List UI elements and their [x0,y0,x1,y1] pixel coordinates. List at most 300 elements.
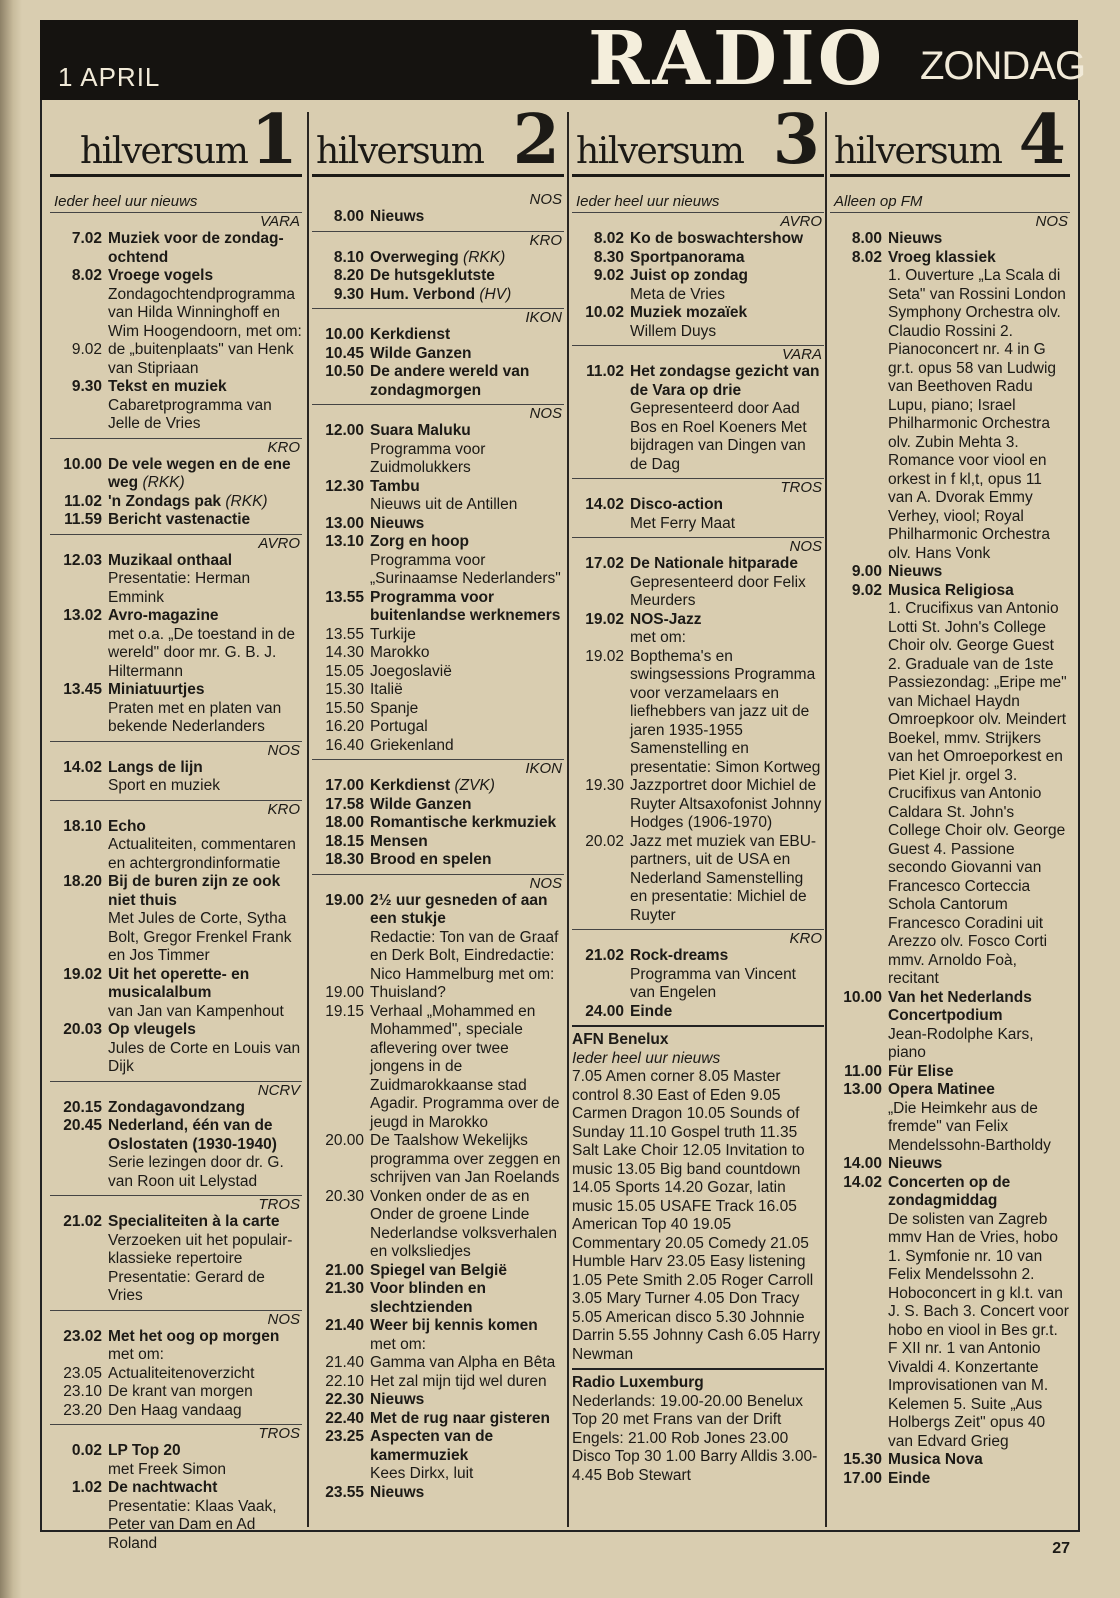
foreign-station-schedule: Nederlands: 19.00-20.00 Benelux Top 20 met Frans van der Drift Engels: 21.00 Rob Jones 23.00 Disco Top 30 1.00 Barry Alldis 3.00-4.45 Bob Stewart [572,1392,818,1484]
program-row [312,1188,564,1262]
program-body [888,249,1070,564]
program-description: De krant van morgen [108,1383,253,1400]
program-body [108,1117,302,1191]
program-description: Meta de Vries [630,285,726,303]
program-body [630,267,824,304]
program-row [312,851,564,870]
program-row [312,1410,564,1429]
broadcaster-label: TROS [572,478,824,496]
program-description: van Jan van Kampenhout [108,1002,284,1020]
program-description: Cabaretprogramma van Jelle de Vries [108,396,272,432]
program-time: 17.00 [325,777,364,794]
program-time: 19.02 [585,647,624,665]
station-number: 3 [772,100,820,180]
program-description: Met Ferry Maat [630,514,736,532]
program-body [108,759,302,796]
program-time: 15.30 [325,681,364,698]
foreign-station-schedule: 7.05 Amen corner 8.05 Master control 8.30 East of Eden 9.05 Carmen Dragon 10.05 Sounds of Sunday 11.10 Gospel truth 11.35 Salt Lake Choir 12.05 Invitation to music 13.05 Big band countdown 14.05 Sports 14.20 Gozar, latin music 15.05 USAFE Track 16.05 American Top 40 19.05 Commentary 20.05 Comedy 21.05 Humble Harv 23.05 Easy listening 1.05 Pete Smith 2.05 Roger Carroll 3.05 Mary Turner 4.05 Don Tracy 5.05 American disco 5.30 Johnnie Darrin 5.55 Johnny Cash 6.05 Harry Newman [572,1068,821,1363]
broadcaster-label: IKON [312,759,564,777]
program-title: Hum. Verbond [370,285,476,303]
program-row [572,947,824,1003]
program-time: 9.00 [851,563,882,580]
program-description: Willem Duys [630,322,717,340]
program-row [830,1081,1070,1155]
program-time: 20.45 [63,1117,102,1134]
program-title: Muziek voor de zondag-ochtend [108,230,284,266]
program-row [312,515,564,534]
page-number: 27 [1052,1540,1070,1557]
program-row [572,833,824,926]
program-title: Für Elise [888,1062,954,1080]
program-body [108,681,302,737]
program-row [50,493,302,512]
program-time: 9.30 [333,285,364,303]
program-body [888,1451,1070,1470]
program-body [370,1410,564,1429]
program-row [830,563,1070,582]
program-title: Programma voor buitenlandse werknemers [370,588,561,624]
program-row [50,267,302,341]
program-title: Spiegel van België [370,1261,507,1279]
program-time: 21.02 [585,947,624,964]
broadcaster-block [50,741,302,796]
program-row [50,759,302,796]
program-title: De vele wegen en de ene weg [108,455,291,491]
broadcaster-label: NOS [312,404,564,422]
program-row [572,249,824,268]
program-description: Portugal [370,718,428,735]
program-description: Met Jules de Corte, Sytha Bolt, Gregor Frenkel Frank en Jos Timmer [108,910,292,964]
broadcaster-label: NCRV [50,1081,302,1099]
program-row [830,989,1070,1063]
program-time: 14.02 [63,758,102,776]
broadcaster-label: NOS [529,191,562,208]
program-body [630,947,824,1003]
program-body [630,1003,824,1022]
program-time: 19.02 [585,610,624,628]
program-time: 19.02 [63,965,102,983]
program-description: Den Haag vandaag [108,1401,242,1419]
program-body [108,1328,302,1365]
program-title: Specialiteiten à la carte [108,1213,280,1230]
program-row [312,1132,564,1188]
program-body [370,814,564,833]
program-title: Wilde Ganzen [370,344,472,362]
program-row [572,496,824,533]
program-title: Nieuws [370,514,425,532]
program-body [370,737,564,756]
program-row [312,533,564,589]
program-body [370,1317,564,1354]
program-body [370,851,564,870]
program-time: 8.02 [71,267,102,284]
program-body [370,1354,564,1373]
program-time: 19.15 [325,1002,364,1020]
program-body [888,582,1070,989]
program-time: 17.00 [843,1469,882,1487]
program-body [630,249,824,268]
program-title: Kerkdienst [370,326,451,343]
broadcaster-block [572,345,824,474]
program-description: Redactie: Ton van de Graaf en Derk Bolt, Eindredactie: Nico Hammelburg met om: [370,928,559,983]
program-description: Presentatie: Herman Emmink [108,570,251,606]
program-description: Programma voor Zuidmolukkers [370,440,486,476]
program-row [572,363,824,474]
broadcaster-label: VARA [259,213,300,230]
program-time: 13.00 [843,1081,882,1098]
program-row [312,718,564,737]
program-time: 21.02 [63,1213,102,1230]
program-description: met om: [630,629,686,646]
program-body [108,1442,302,1479]
program-description: Kees Dirkx, luit [370,1465,474,1482]
program-time: 7.02 [71,230,102,247]
program-body [888,1063,1070,1082]
program-body [370,267,564,286]
program-time: 18.30 [325,851,364,868]
program-row [312,984,564,1003]
program-title: Muziek mozaïek [630,304,748,321]
program-description: Nieuws uit de Antillen [370,496,518,513]
program-body [370,515,564,534]
program-description: Italië [370,681,403,698]
program-row [50,873,302,966]
program-body [108,966,302,1022]
program-title: Rock-dreams [630,947,729,964]
program-body [108,511,302,530]
program-time: 23.55 [325,1483,364,1501]
program-body [370,833,564,852]
page-binding-edge [0,0,22,1598]
broadcaster-label: NOS [1035,213,1068,230]
column-hilversum-3 [572,102,824,1527]
program-body [630,230,824,249]
program-row [50,1213,302,1306]
program-body [370,1373,564,1392]
broadcaster-label: VARA [572,345,824,363]
program-time: 9.02 [71,341,102,358]
program-body [108,873,302,966]
broadcaster-label: TROS [50,1195,302,1213]
program-row [312,1280,564,1317]
program-time: 8.10 [333,248,364,266]
program-time: 21.40 [325,1317,364,1334]
broadcaster-label: AVRO [50,534,302,552]
program-body [888,563,1070,582]
program-description: Gepresenteerd door Felix Meurders [630,573,806,609]
foreign-station-title: Radio Luxemburg [572,1374,704,1391]
program-body [370,1428,564,1484]
program-description: Programma van Vincent van Engelen [630,965,796,1001]
program-body [370,1280,564,1317]
program-title: Tekst en muziek [108,378,227,395]
program-body [888,1174,1070,1452]
program-body [630,833,824,926]
program-row [312,1428,564,1484]
program-description: Marokko [370,644,430,661]
program-row [312,1391,564,1410]
program-time: 11.59 [64,511,102,528]
program-time: 8.00 [333,208,364,225]
program-row [50,1365,302,1384]
program-title: Tambu [370,477,420,495]
program-row [572,611,824,648]
program-description: met om: [108,1346,164,1363]
program-title: Met de rug naar gisteren [370,1409,551,1427]
program-description: Programma voor „Surinaamse Nederlanders" [370,551,561,587]
program-time: 9.02 [593,267,624,284]
broadcaster-block [312,404,564,755]
program-body [370,589,564,626]
program-time: 8.02 [851,248,882,266]
program-row [572,555,824,611]
program-row [50,607,302,681]
program-title: Voor blinden en slechtzienden [370,1280,486,1316]
program-row [312,1003,564,1133]
program-affiliation: (HV) [479,285,512,303]
broadcaster-label: KRO [50,800,302,818]
program-row [312,681,564,700]
program-time: 22.30 [325,1391,364,1408]
program-row [312,422,564,478]
program-time: 15.05 [325,662,364,680]
program-title: Brood en spelen [370,851,492,868]
program-title: Echo [108,817,146,835]
program-row [312,796,564,815]
broadcaster-block [312,874,564,1503]
program-time: 22.40 [325,1409,364,1427]
program-row [50,456,302,493]
program-row [50,378,302,434]
program-body [630,363,824,474]
program-body [370,1132,564,1188]
program-time: 19.00 [325,984,364,1001]
program-time: 19.00 [325,891,364,909]
program-row [830,1451,1070,1470]
program-row [312,208,564,227]
column-divider [825,112,827,1527]
program-body [370,681,564,700]
program-body [370,796,564,815]
broadcaster-block [830,213,1070,1488]
program-body [888,1081,1070,1155]
program-body [108,493,302,512]
program-description: Verhaal „Mohammed en Mohammed", speciale aflevering over twee jongens in de Zuidmarokkaanse stad Agadir. Programma over de jeugd in Marokko [370,1002,560,1131]
program-title: Ko de boswachtershow [630,230,804,247]
station-header [830,100,1070,180]
program-row [830,1155,1070,1174]
program-body [370,249,564,268]
program-title: De hutsgeklutste [370,267,495,284]
program-body [108,1383,302,1402]
program-row [312,589,564,626]
station-header [50,100,302,180]
program-description: Actualiteiten, commentaren en achtergrondinformatie [108,836,296,872]
broadcaster-label: KRO [50,438,302,456]
broadcaster-block [50,800,302,1077]
program-description: Jazz met muziek van EBU-partners, uit de USA en Nederland Samenstelling en presentatie: Michiel de Ruyter [630,832,817,924]
program-body [888,989,1070,1063]
program-time: 16.20 [325,718,364,735]
news-note: Ieder heel uur nieuws [572,191,824,213]
program-description: de „buitenplaats" van Henk van Stipriaan [108,341,294,377]
program-row [312,1484,564,1503]
broadcaster-block [50,438,302,530]
program-title: Disco-action [630,496,724,513]
broadcaster-label: NOS [50,1310,302,1328]
broadcaster-block [50,1195,302,1306]
program-body [370,533,564,589]
program-title: Nieuws [370,1391,425,1408]
program-title: Miniatuurtjes [108,681,205,698]
program-body [108,378,302,434]
program-time: 12.03 [63,551,102,569]
program-row [312,345,564,364]
program-body [370,363,564,400]
station-name: hilversum [316,131,484,172]
broadcaster-label: NOS [572,537,824,555]
program-body [370,1003,564,1133]
program-description: met om: [370,1335,426,1353]
program-title: Concerten op de zondagmiddag [888,1173,1011,1209]
program-title: Musica Religiosa [888,581,1014,599]
program-body [370,422,564,478]
program-row [312,737,564,756]
program-title: Opera Matinee [888,1081,995,1098]
program-title: NOS-Jazz [630,610,702,628]
program-body [370,1391,564,1410]
program-body [630,496,824,533]
program-body [370,345,564,364]
program-title: Langs de lijn [108,758,203,776]
program-row [312,814,564,833]
program-row [572,648,824,778]
station-number: 2 [512,100,560,180]
program-row [572,1003,824,1022]
program-description: Vonken onder de as en Onder de groene Linde Nederlandse volksverhalen en volksliedjes [370,1187,557,1260]
column-divider [307,112,309,1527]
column-hilversum-1 [50,100,302,1552]
program-title: Nieuws [888,563,943,580]
program-row [50,1021,302,1077]
program-description: Zondagochtendprogramma van Hilda Winninghoff en Wim Hoogendoorn, met om: [108,285,302,340]
program-body [370,700,564,719]
program-description: Thuisland? [370,984,446,1001]
program-time: 1.02 [71,1479,102,1496]
program-affiliation: (ZVK) [454,777,495,794]
program-body [108,456,302,493]
program-body [370,718,564,737]
header-day: ZONDAG [920,44,1086,88]
column-hilversum-2 [312,102,564,1527]
program-body [108,1402,302,1421]
program-body [630,555,824,611]
program-row [50,681,302,737]
program-body [370,208,564,227]
program-time: 24.00 [585,1002,624,1020]
foreign-station-note: Ieder heel uur nieuws [572,1049,721,1067]
program-description: Gepresenteerd door Aad Bos en Roel Koeners Met bijdragen van Dingen van de Dag [630,400,807,473]
program-body [888,230,1070,249]
program-title: Zondagavondzang [108,1098,245,1116]
program-time: 14.00 [843,1155,882,1172]
broadcaster-block [572,213,824,341]
program-time: 23.05 [63,1364,102,1382]
program-body [370,777,564,796]
program-time: 10.00 [325,326,364,343]
program-time: 20.02 [585,832,624,850]
program-description: „Die Heimkehr aus de fremde" van Felix Mendelssohn-Bartholdy [888,1099,1051,1154]
foreign-station-block [572,1025,824,1364]
program-affiliation: (RKK) [463,248,506,266]
program-description: Joegoslavië [370,662,452,680]
program-description: Jean-Rodolphe Kars, piano [888,1025,1034,1061]
program-row [50,230,302,267]
program-body [370,892,564,985]
program-time: 10.00 [63,455,102,473]
program-body [888,1470,1070,1489]
program-time: 23.25 [325,1428,364,1445]
program-time: 10.45 [325,344,364,362]
program-description: 1. Ouverture „La Scala di Seta" van Rossini London Symphony Orchestra olv. Claudio Rossini 2. Pianoconcert nr. 4 in G gr.t. opus 58 van Ludwig van Beethoven Radu Lupu, piano; Israel Philharmonic Orchestra olv. Zubin Mehta 3. Romance voor viool en orkest in f kl,t, opus 11 van A. Dvorak Emmy Verhey, viool; Royal Philharmonic Orchestra olv. Hans Vonk [888,267,1066,562]
program-row [312,363,564,400]
broadcaster-label: NOS [312,874,564,892]
program-time: 13.02 [63,607,102,624]
program-row [312,892,564,985]
program-body [630,648,824,778]
program-description: Jazzportret door Michiel de Ruyter Altsaxofonist Johnny Hodges (1906-1970) [630,777,822,831]
program-description: Presentatie: Klaas Vaak, Peter van Dam en Ad Roland [108,1497,277,1552]
program-time: 15.50 [325,699,364,717]
broadcaster-label: KRO [572,929,824,947]
broadcaster-label: KRO [312,231,564,249]
program-time: 12.00 [325,422,364,439]
broadcaster-block [50,213,302,434]
program-body [108,607,302,681]
news-note: Alleen op FM [830,191,1070,213]
program-time: 18.10 [63,817,102,835]
program-title: Romantische kerkmuziek [370,814,557,831]
program-row [572,304,824,341]
broadcaster-block [312,759,564,870]
broadcaster-block [50,534,302,737]
program-title: Aspecten van de kamermuziek [370,1428,494,1464]
broadcaster-label: NOS [50,741,302,759]
program-time: 11.02 [64,492,102,510]
program-time: 8.20 [333,267,364,284]
page-header [40,16,1086,102]
program-time: 8.30 [593,248,624,266]
program-time: 21.30 [325,1280,364,1297]
program-time: 20.30 [325,1187,364,1205]
program-body [370,1262,564,1281]
program-body [108,1213,302,1306]
program-row [830,230,1070,249]
program-body [108,1365,302,1384]
program-title: Overweging [370,248,459,266]
program-title: Het zondagse gezicht van de Vara op drie [630,363,820,399]
program-description: 1. Crucifixus van Antonio Lotti St. John's College Choir olv. George Guest 2. Graduale van de 1ste Passiezondag: „Eripe me" van Michael Haydn Omroepkoor olv. Meindert Boekel, mmv. Strijkers van het Omroeporkest en Piet Kiel jr. orgel 3. Crucifixus van Antonio Caldara St. John's College Choir olv. George Guest 4. Passione secondo Giovanni van Francesco Corteccia Schola Cantorum Francesco Coradini uit Arezzo olv. Fosco Corti mmv. Arnoldo Foà, recitant [888,600,1067,987]
program-row [50,511,302,530]
program-row [312,1354,564,1373]
program-description: Verzoeken uit het populair-klassieke repertoire Presentatie: Gerard de Vries [108,1231,293,1304]
program-row [50,1328,302,1365]
program-title: Suara Maluku [370,422,471,439]
broadcaster-block [312,308,564,400]
program-row [50,341,302,378]
program-body [108,230,302,267]
program-time: 10.02 [585,304,624,321]
